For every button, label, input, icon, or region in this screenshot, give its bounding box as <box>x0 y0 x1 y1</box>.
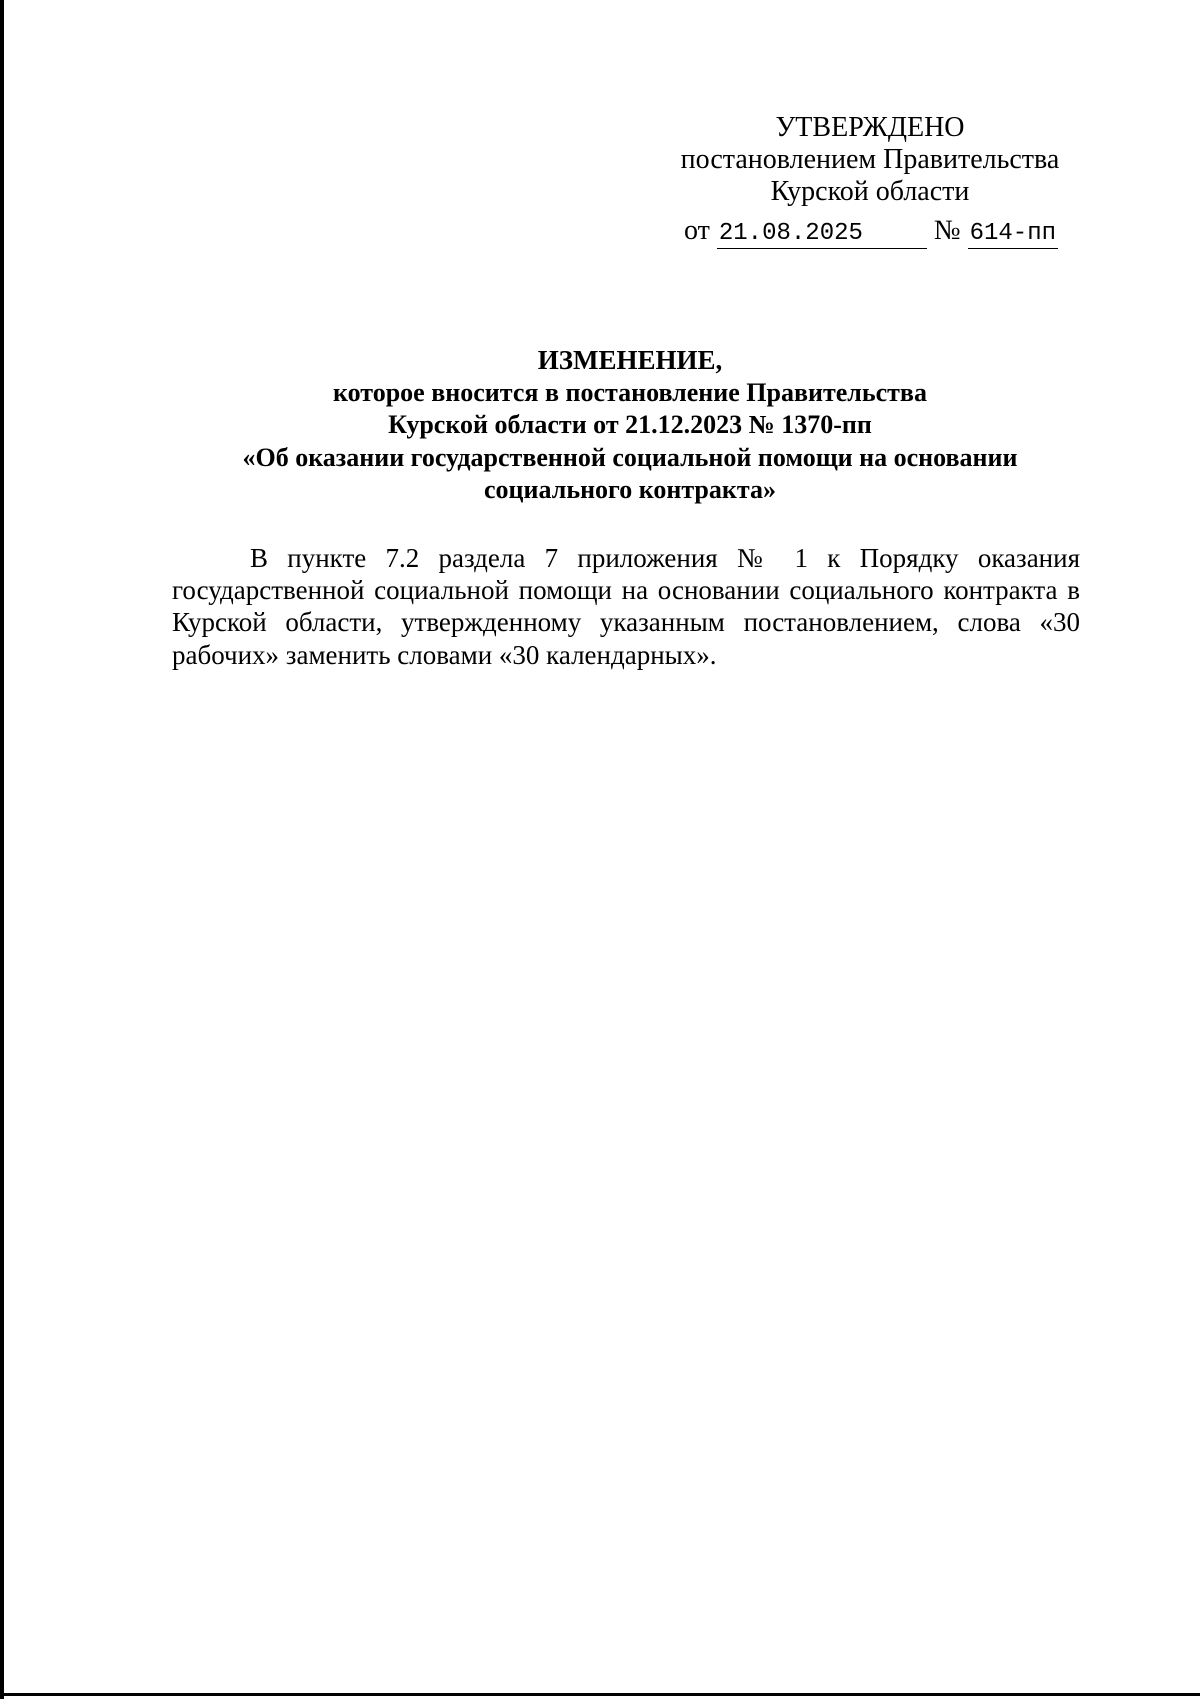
scan-edge-left <box>0 0 4 1699</box>
approval-date-line <box>684 215 1058 249</box>
approval-line-1: постановлением Правительства <box>680 144 1060 175</box>
document-title <box>160 344 1100 507</box>
date-prefix: от <box>684 215 710 246</box>
approval-number: 614-пп <box>969 220 1057 247</box>
scan-edge-bottom <box>0 1693 1200 1696</box>
title-line-3: «Об оказании государственной социальной помощи на основании <box>242 442 1018 472</box>
title-line-2: Курской области от 21.12.2023 № 1370-пп <box>388 410 872 439</box>
title-line-4: социального контракта» <box>484 475 776 504</box>
approval-status: УТВЕРЖДЕНО <box>775 112 965 143</box>
approval-date: 21.08.2025 <box>717 220 927 249</box>
approval-block <box>660 112 1080 208</box>
body-paragraph: В пункте 7.2 раздела 7 приложения № 1 к Порядку оказания государственной социальной помощи на основании социального контракта в Курской области, утвержденному указанным постановлением, слова «30 рабочих» заменить словами «30 календарных». <box>172 543 1080 670</box>
title-heading: ИЗМЕНЕНИЕ, <box>537 345 723 375</box>
number-prefix: № <box>933 215 961 246</box>
approval-line-2: Курской области <box>770 176 970 207</box>
title-line-1: которое вносится в постановление Правительства <box>333 377 927 407</box>
